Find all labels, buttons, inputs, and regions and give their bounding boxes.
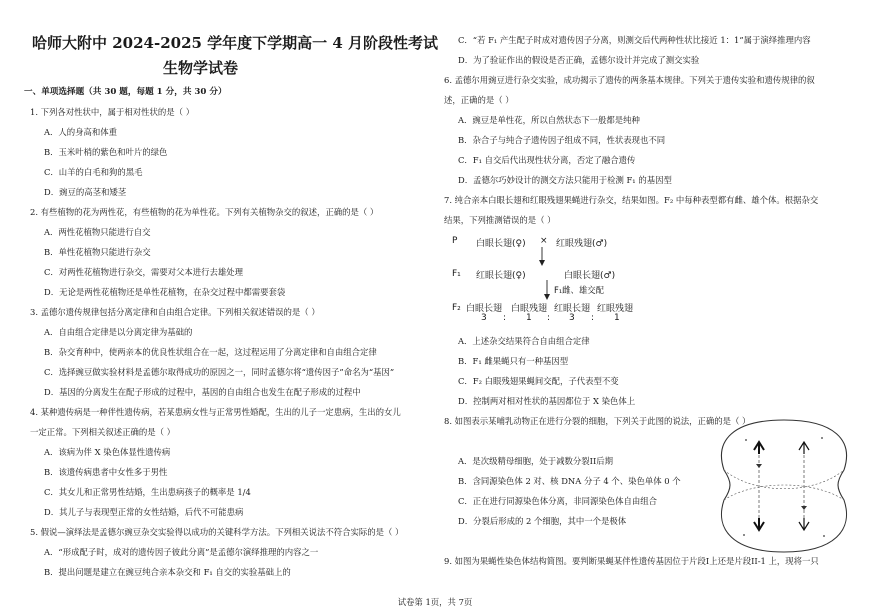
q7-option-a: A．上述杂交结果符合自由组合定律 — [458, 336, 590, 346]
q3-option-a: A．自由组合定律是以分离定律为基础的 — [44, 327, 193, 337]
f1-label: F₁ — [452, 269, 461, 279]
q7-option-d: D．控制两对相对性状的基因都位于 X 染色体上 — [458, 396, 636, 406]
question-6: 6. 孟德尔用豌豆进行杂交实验，成功揭示了遗传的两条基本规律。下列关于遗传实验和遗传规律的叙 — [444, 75, 815, 85]
question-5: 5. 假说—演绎法是孟德尔豌豆杂交实验得以成功的关键科学方法。下列相关说法不符合实际的是（ ） — [30, 527, 404, 537]
q7-option-b: B．F₁ 雌果蝇只有一种基因型 — [458, 356, 569, 366]
question-3: 3. 孟德尔遗传规律包括分离定律和自由组合定律。下列相关叙述错误的是（ ） — [30, 307, 320, 317]
p-male: 红眼残翅(♂) — [556, 239, 608, 249]
q2-option-b: B．单性花植物只能进行杂交 — [44, 247, 151, 257]
arrow-down-icon — [541, 280, 553, 302]
q8-option-b: B．含同源染色体 2 对、核 DNA 分子 4 个、染色单体 0 个 — [458, 476, 681, 486]
f2-type-2: 白眼残翅 — [511, 304, 548, 314]
ratio-sep: : — [591, 313, 595, 323]
p-female: 白眼长翅(♀) — [476, 239, 526, 249]
question-4: 4. 某种遗传病是一种伴性遗传病，若某患病女性与正常男性婚配，生出的儿子一定患病，生出的女儿 — [30, 407, 401, 417]
question-8: 8. 如图表示某哺乳动物正在进行分裂的细胞，下列关于此图的说法，正确的是（ ） — [444, 416, 751, 426]
q1-option-d: D．豌豆的高茎和矮茎 — [44, 187, 127, 197]
q4-option-b: B．该遗传病患者中女性多于男性 — [44, 467, 168, 477]
f2-label: F₂ — [452, 303, 461, 313]
question-2: 2. 有些植物的花为两性花，有些植物的花为单性花。下列有关植物杂交的叙述，正确的是（ ） — [30, 207, 379, 217]
q2-option-a: A．两性花植物只能进行自交 — [44, 227, 151, 237]
dividing-cell-figure — [704, 410, 864, 560]
q6-option-b: B．杂合子与纯合子遗传因子组成不同，性状表现也不同 — [458, 135, 666, 145]
q5-option-b: B．提出问题是建立在豌豆纯合亲本杂交和 F₁ 自交的实验基础上的 — [44, 567, 291, 577]
question-6-cont: 述，正确的是（ ） — [444, 95, 514, 105]
q1-option-a: A．人的身高和体重 — [44, 127, 118, 137]
q2-option-d: D．无论是两性花植物还是单性花植物，在杂交过程中都需要套袋 — [44, 287, 286, 297]
q5-option-a: A．“形成配子时，成对的遗传因子彼此分离”是孟德尔演绎推理的内容之一 — [44, 547, 319, 557]
question-4-cont: 一定正常。下列相关叙述正确的是（ ） — [30, 427, 176, 437]
q8-option-c: C．正在进行同源染色体分离，非同源染色体自由组合 — [458, 496, 658, 506]
q1-option-c: C．山羊的白毛和狗的黑毛 — [44, 167, 143, 177]
q6-option-d: D．孟德尔巧妙设计的测交方法只能用于检测 F₁ 的基因型 — [458, 175, 672, 185]
question-7: 7. 纯合亲本白眼长翅和红眼残翅果蝇进行杂交，结果如图。F₂ 中每种表型都有雌、雄个体。根据杂交 — [444, 195, 819, 205]
f1-female: 红眼长翅(♀) — [476, 271, 526, 281]
q5-option-c: C．“若 F₁ 产生配子时成对遗传因子分离，则测交后代两种性状比接近 1：1”属于演绎推理内容 — [458, 35, 811, 45]
ratio-2: 1 — [526, 313, 532, 323]
q5-option-d: D．为了验证作出的假设是否正确，孟德尔设计并完成了测交实验 — [458, 55, 700, 65]
q1-option-b: B．玉米叶梢的紫色和叶片的绿色 — [44, 147, 168, 157]
ratio-1: 3 — [481, 313, 487, 323]
q8-option-d: D．分裂后形成的 2 个细胞，其中一个是极体 — [458, 516, 627, 526]
section-heading: 一、单项选择题（共 30 题，每题 1 分，共 30 分） — [24, 87, 227, 97]
p-label: P — [452, 236, 458, 246]
page-footer: 试卷第 1页，共 7页 — [397, 597, 473, 607]
ratio-sep: : — [503, 313, 507, 323]
exam-title: 哈师大附中 2024-2025 学年度下学期高一 4 月阶段性考试 — [32, 34, 439, 52]
q4-option-d: D．其儿子与表现型正常的女性结婚，后代不可能患病 — [44, 507, 244, 517]
q8-option-a: A．是次级精母细胞，处于减数分裂II后期 — [458, 456, 614, 466]
question-7-cont: 结果，下列推测错误的是（ ） — [444, 215, 556, 225]
q4-option-a: A．该病为伴 X 染色体显性遗传病 — [44, 447, 171, 457]
f1-mating-note: F₁雌、雄交配 — [554, 285, 605, 295]
q6-option-c: C．F₁ 自交后代出现性状分离，否定了融合遗传 — [458, 155, 636, 165]
f1-male: 白眼长翅(♂) — [564, 271, 616, 281]
q7-option-c: C．F₂ 白眼残翅果蝇间交配，子代表型不变 — [458, 376, 619, 386]
q4-option-c: C．其女儿和正常男性结婚，生出患病孩子的概率是 1/4 — [44, 487, 251, 497]
f2-type-3: 红眼长翅 — [554, 304, 591, 314]
exam-subtitle: 生物学试卷 — [163, 59, 239, 77]
q3-option-c: C．选择豌豆做实验材料是孟德尔取得成功的原因之一，同时孟德尔将“遗传因子”命名为“基因” — [44, 367, 395, 377]
arrow-down-icon — [536, 247, 548, 267]
question-9: 9. 如图为果蝇性染色体结构简图。要判断果蝇某伴性遗传基因位于片段I上还是片段II-1 上，现将一只 — [444, 556, 819, 566]
ratio-3: 3 — [569, 313, 575, 323]
q2-option-c: C．对两性花植物进行杂交，需要对父本进行去雄处理 — [44, 267, 244, 277]
ratio-4: 1 — [614, 313, 620, 323]
q3-option-d: D．基因的分离发生在配子形成的过程中，基因的自由组合也发生在配子形成的过程中 — [44, 387, 361, 397]
f2-type-4: 红眼残翅 — [597, 304, 634, 314]
f2-type-1: 白眼长翅 — [466, 304, 503, 314]
q3-option-b: B．杂交育种中，使两亲本的优良性状组合在一起，这过程运用了分离定律和自由组合定律 — [44, 347, 377, 357]
ratio-sep: : — [547, 313, 551, 323]
question-1: 1. 下列各对性状中，属于相对性状的是（ ） — [30, 107, 195, 117]
q6-option-a: A．豌豆是单性花，所以自然状态下一般都是纯种 — [458, 115, 640, 125]
cross-symbol: × — [540, 236, 548, 246]
